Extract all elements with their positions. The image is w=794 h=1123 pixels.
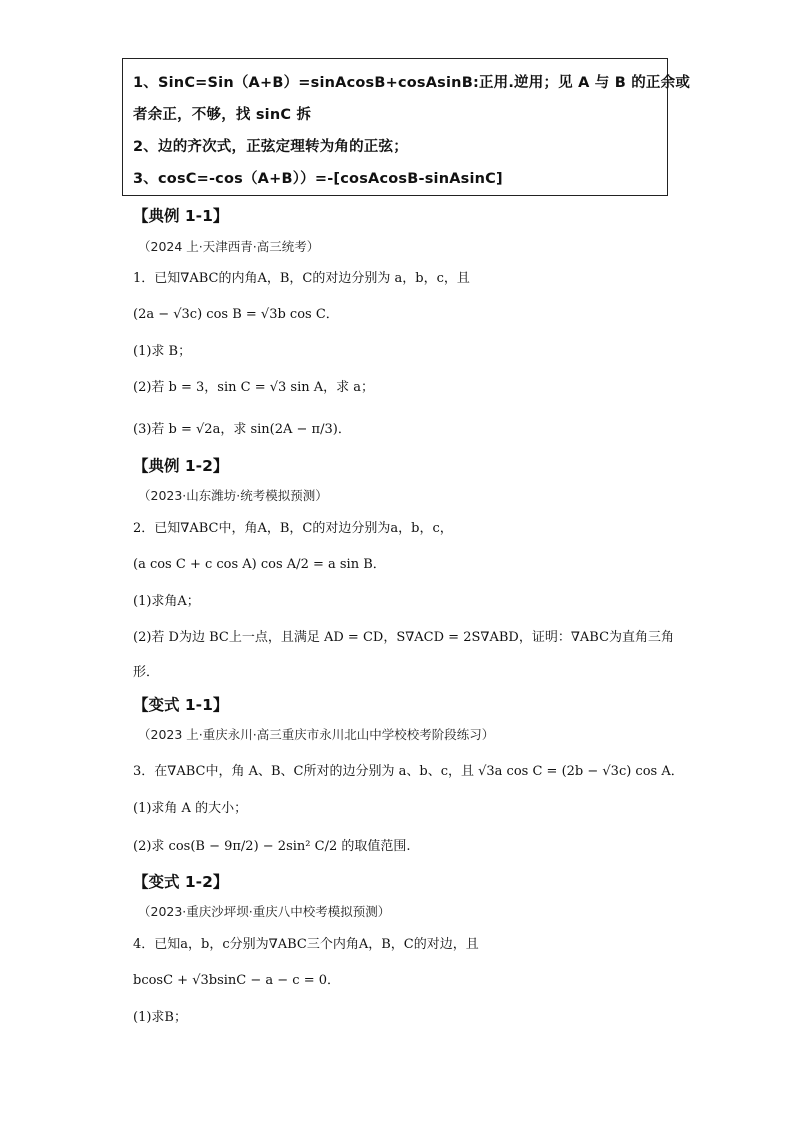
tip-line: 1、SinC=Sin（A+B）=sinAcosB+cosAsinB:正用.逆用；见 A 与 B 的正余或 xyxy=(133,75,691,91)
tip-line: 2、边的齐次式，正弦定理转为角的正弦； xyxy=(133,139,408,155)
problem-line: (1)求角A； xyxy=(133,594,200,609)
problem-line: (2a − √3c) cos B = √3b cos C． xyxy=(133,307,339,322)
example-heading: 【典例 1-1】 xyxy=(133,207,229,225)
example-heading: 【变式 1-2】 xyxy=(133,873,229,891)
problem-line: 2．已知∇ABC中，角A，B，C的对边分别为a，b，c， xyxy=(133,521,453,536)
problem-line: bcosC + √3bsinC − a − c = 0． xyxy=(133,973,341,988)
example-source: （2023·山东潍坊·统考模拟预测） xyxy=(138,488,328,503)
example-heading: 【典例 1-2】 xyxy=(133,457,229,475)
example-source: （2024 上·天津西青·高三统考） xyxy=(138,239,320,254)
tips-box xyxy=(122,58,691,196)
problem-line: (2)求 cos(B − 9π/2) − 2sin² C/2 的取值范围. xyxy=(133,839,411,854)
problem-line: (3)若 b = √2a，求 sin(2A − π/3)． xyxy=(133,422,351,437)
problem-line: (1)求角 A 的大小； xyxy=(133,801,248,816)
example-source: （2023 上·重庆永川·高三重庆市永川北山中学校校考阶段练习） xyxy=(138,727,495,742)
problem-line: 4．已知a，b，c分别为∇ABC三个内角A，B，C的对边，且 xyxy=(133,937,479,952)
tip-line: 3、cosC=-cos（A+B））=-[cosAcosB-sinAsinC] xyxy=(133,171,503,187)
problem-line: (a cos C + c cos A) cos A/2 = a sin B． xyxy=(133,557,386,572)
problem-line: (1)求 B； xyxy=(133,344,192,359)
example-source: （2023·重庆沙坪坝·重庆八中校考模拟预测） xyxy=(138,904,391,919)
problem-line: 3．在∇ABC中，角 A、B、C所对的边分别为 a、b、c，且 √3a cos C = (2b − √3c) cos A． xyxy=(133,764,684,779)
problem-line: (2)若 b = 3，sin C = √3 sin A，求 a； xyxy=(133,380,375,395)
problem-line: (1)求B； xyxy=(133,1010,187,1025)
problem-line: (2)若 D为边 BC上一点，且满足 AD = CD，S∇ACD = 2S∇ABD，证明：∇ABC为直角三角 xyxy=(133,630,675,645)
problem-line: 形． xyxy=(133,665,160,680)
problem-line: 1．已知∇ABC的内角A，B，C的对边分别为 a，b，c，且 xyxy=(133,271,470,286)
example-heading: 【变式 1-1】 xyxy=(133,696,229,714)
tip-line: 者余正，不够，找 sinC 拆 xyxy=(133,107,312,123)
